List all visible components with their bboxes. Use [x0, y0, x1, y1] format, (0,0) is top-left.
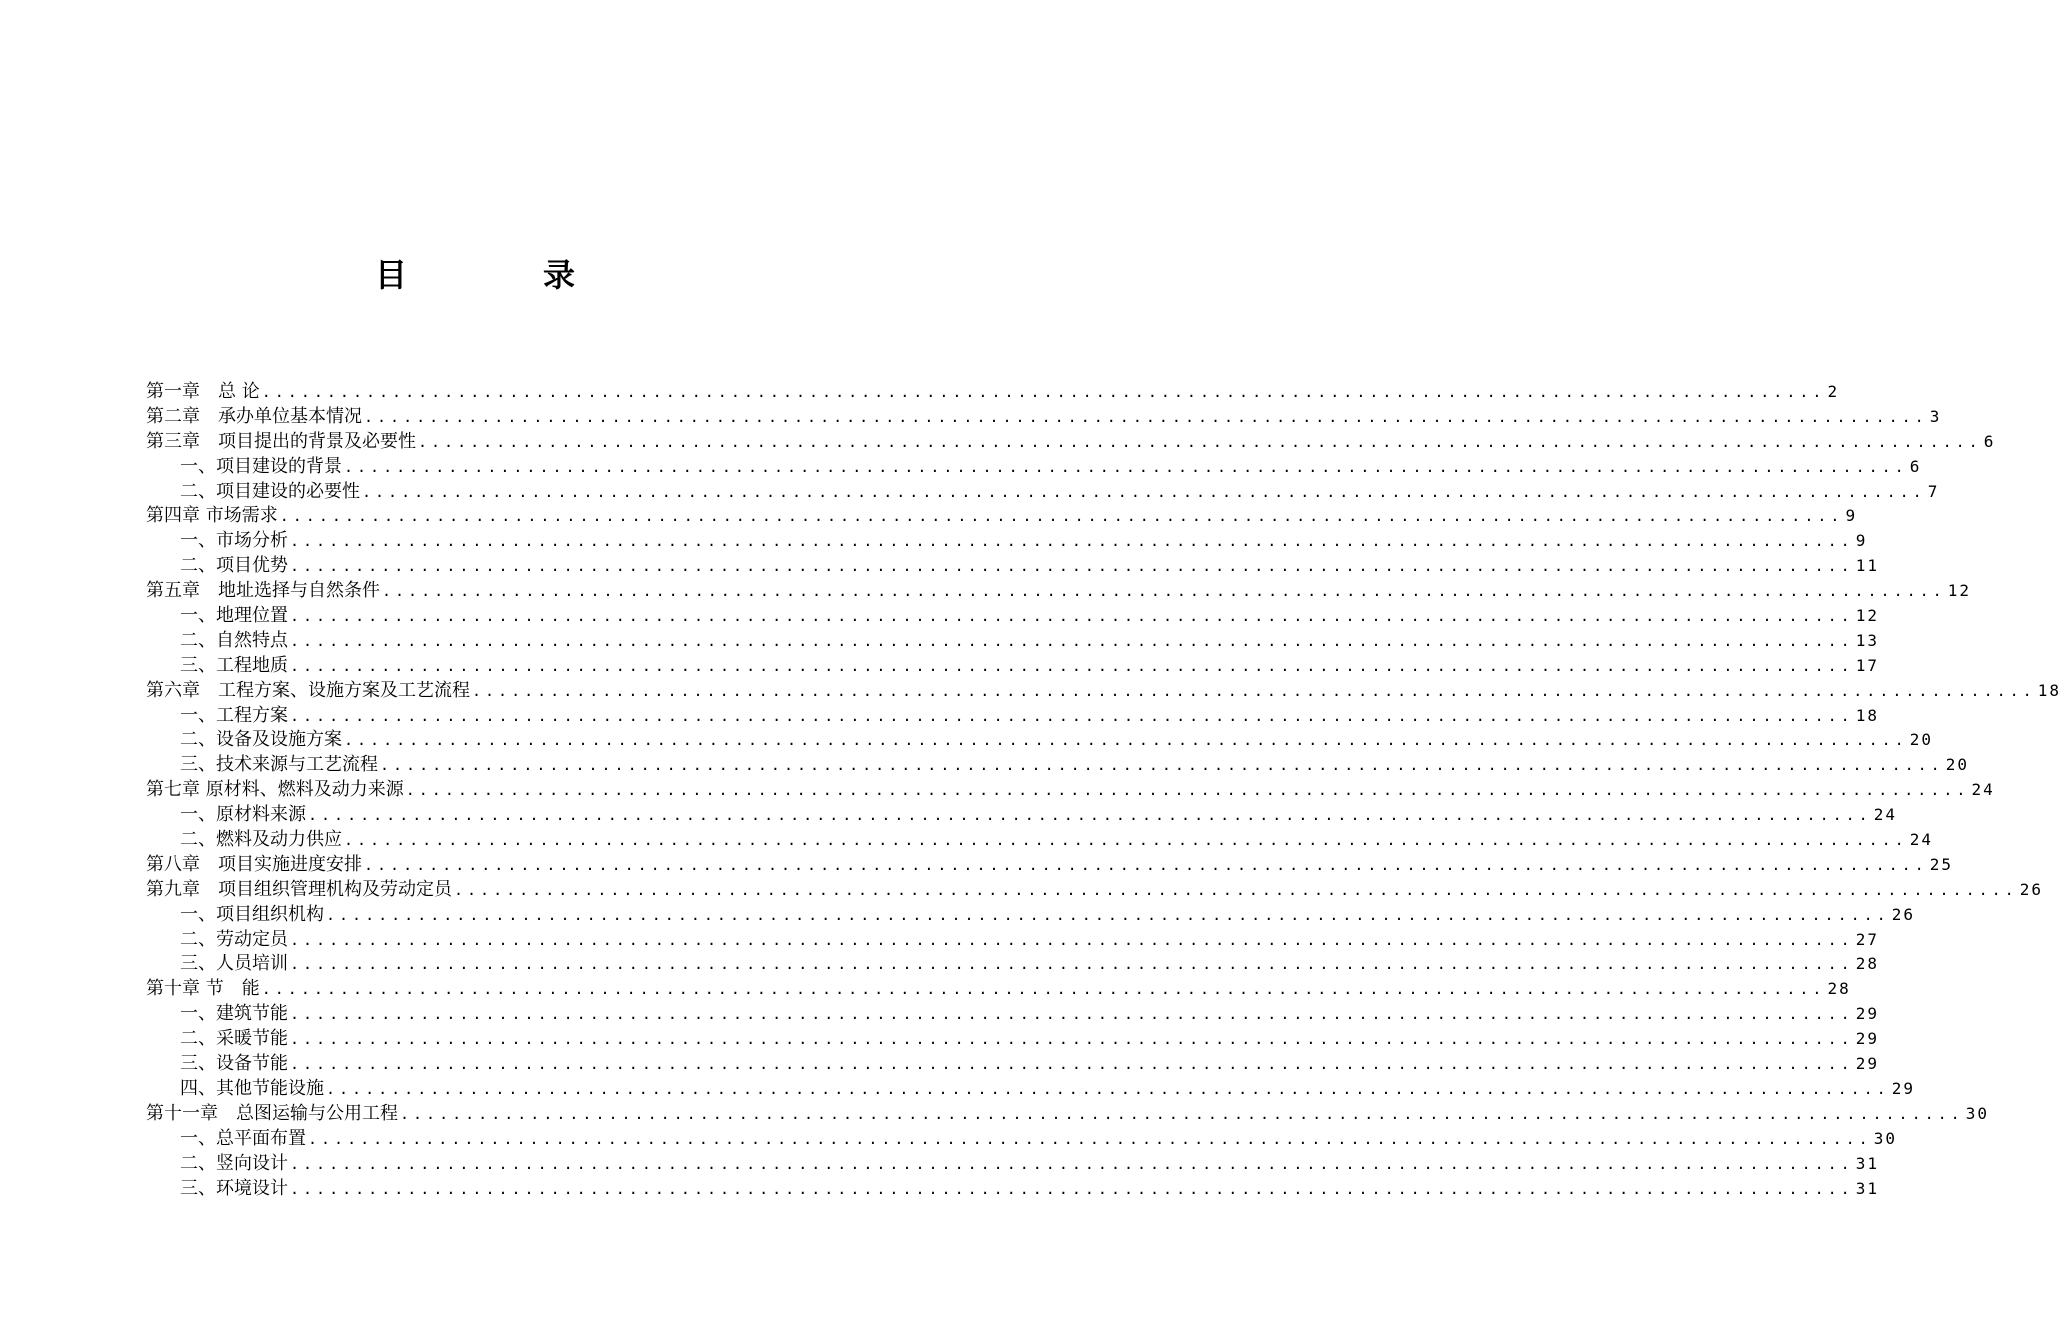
toc-chapter-entry[interactable] [146, 878, 2043, 903]
toc-entry-title: 一、工程方案 [180, 704, 288, 726]
toc-page-number: 31 [1855, 1178, 1879, 1198]
toc-entry-title: 一、市场分析 [180, 530, 288, 552]
toc-entry-title: 第十章 节 能 [146, 978, 260, 1000]
toc-page-number: 29 [1891, 1078, 1915, 1098]
toc-entry-title: 第七章 原材料、燃料及动力来源 [146, 779, 404, 801]
dot-leader: ........................................................................................................................ [290, 706, 1854, 725]
toc-chapter-entry[interactable] [146, 853, 1953, 878]
toc-section-entry[interactable] [146, 803, 1897, 828]
toc-section-entry[interactable] [146, 1027, 1879, 1052]
toc-section-entry[interactable] [146, 604, 1879, 629]
toc-page-number: 27 [1855, 929, 1879, 949]
toc-page-number: 9 [1845, 506, 1858, 526]
toc-page-number: 11 [1855, 556, 1879, 576]
toc-section-entry[interactable] [146, 1052, 1879, 1077]
toc-page-number: 26 [1891, 904, 1915, 924]
toc-chapter-entry[interactable] [146, 679, 2061, 704]
toc-section-entry[interactable] [146, 1077, 1915, 1102]
dot-leader: ........................................................................................................................ [279, 507, 1844, 526]
toc-section-entry[interactable] [146, 554, 1879, 579]
toc-entry-title: 第八章 项目实施进度安排 [146, 853, 362, 875]
toc-entry-title: 一、原材料来源 [180, 804, 306, 826]
toc-page-number: 25 [1929, 854, 1953, 874]
toc-page-number: 3 [1929, 406, 1942, 426]
dot-leader: ........................................................................................................................ [400, 1104, 1964, 1123]
dot-leader: ........................................................................................................................ [290, 1179, 1854, 1198]
dot-leader: ........................................................................................................................ [290, 607, 1854, 626]
toc-entry-title: 一、项目建设的背景 [180, 455, 342, 477]
dot-leader: ........................................................................................................................ [290, 1005, 1854, 1024]
toc-page-number: 6 [1909, 456, 1922, 476]
toc-entry-title: 第一章 总 论 [146, 381, 260, 402]
toc-section-entry[interactable] [146, 529, 1868, 554]
toc-entry-title: 二、燃料及动力供应 [180, 829, 342, 851]
toc-section-entry[interactable] [146, 1127, 1897, 1152]
dot-leader: ........................................................................................................................ [290, 1030, 1854, 1049]
toc-page-number: 17 [1855, 655, 1879, 675]
toc-chapter-entry[interactable] [146, 579, 1971, 604]
toc-section-entry[interactable] [146, 654, 1879, 679]
toc-section-entry[interactable] [146, 629, 1879, 654]
toc-entry-title: 三、环境设计 [180, 1177, 288, 1199]
toc-page-number: 24 [1909, 830, 1933, 850]
toc-entry-title: 一、地理位置 [180, 605, 288, 627]
toc-entry-title: 第二章 承办单位基本情况 [146, 405, 362, 427]
toc-entry-title: 第六章 工程方案、设施方案及工艺流程 [146, 679, 470, 701]
toc-section-entry[interactable] [146, 1152, 1879, 1177]
toc-section-entry[interactable] [146, 753, 1969, 778]
dot-leader: ........................................................................................................................ [344, 457, 1908, 476]
toc-page-number: 20 [1909, 730, 1933, 750]
toc-page-number: 24 [1971, 780, 1995, 800]
dot-leader: ........................................................................................................................ [418, 432, 1982, 451]
toc-page-number: 29 [1855, 1029, 1879, 1049]
toc-page-number: 20 [1945, 755, 1969, 775]
toc-entry-title: 第四章 市场需求 [146, 505, 278, 527]
toc-chapter-entry[interactable] [146, 380, 1840, 405]
dot-leader: ........................................................................................................................ [308, 806, 1872, 825]
toc-entry-title: 三、技术来源与工艺流程 [180, 754, 378, 776]
toc-chapter-entry[interactable] [146, 405, 1942, 430]
toc-page-number: 28 [1855, 954, 1879, 974]
dot-leader: ........................................................................................................................ [326, 905, 1890, 924]
toc-page-number: 12 [1947, 581, 1971, 601]
toc-section-entry[interactable] [146, 952, 1879, 977]
dot-leader: ........................................................................................................................ [472, 681, 2036, 700]
toc-chapter-entry[interactable] [146, 977, 1851, 1002]
toc-entry-title: 三、人员培训 [180, 953, 288, 975]
toc-page-number: 24 [1873, 805, 1897, 825]
dot-leader: ........................................................................................................................ [326, 1079, 1890, 1098]
toc-chapter-entry[interactable] [146, 778, 1995, 803]
dot-leader: ........................................................................................................................ [308, 1129, 1872, 1148]
dot-leader: ........................................................................................................................ [290, 1154, 1854, 1173]
toc-section-entry[interactable] [146, 1177, 1879, 1202]
toc-entry-title: 第十一章 总图运输与公用工程 [146, 1102, 398, 1124]
toc-entry-title: 一、建筑节能 [180, 1003, 288, 1025]
dot-leader: ........................................................................................................................ [362, 482, 1926, 501]
toc-entry-title: 一、总平面布置 [180, 1127, 306, 1149]
toc-chapter-entry[interactable] [146, 1102, 1989, 1127]
dot-leader: ........................................................................................................................ [364, 407, 1928, 426]
page-title: 目 录 [374, 256, 627, 294]
toc-page-number: 18 [2037, 680, 2061, 700]
dot-leader: ........................................................................................................................ [290, 631, 1854, 650]
dot-leader: ........................................................................................................................ [290, 930, 1854, 949]
toc-page-number: 12 [1855, 606, 1879, 626]
dot-leader: ........................................................................................................................ [290, 656, 1854, 675]
dot-leader: ........................................................................................................................ [290, 557, 1854, 576]
toc-chapter-entry[interactable] [146, 430, 1996, 455]
dot-leader: ........................................................................................................................ [290, 1055, 1854, 1074]
toc-entry-title: 二、自然特点 [180, 629, 288, 651]
toc-page-number: 18 [1855, 705, 1879, 725]
toc-page-number: 28 [1827, 979, 1851, 999]
toc-entry-title: 二、劳动定员 [180, 928, 288, 950]
toc-page-number: 9 [1855, 531, 1868, 551]
dot-leader: ........................................................................................................................ [261, 980, 1826, 999]
toc-entry-title: 三、设备节能 [180, 1053, 288, 1075]
dot-leader: ........................................................................................................................ [344, 831, 1908, 850]
toc-chapter-entry[interactable] [146, 504, 1858, 529]
toc-entry-title: 四、其他节能设施 [180, 1077, 324, 1099]
dot-leader: ........................................................................................................................ [344, 731, 1908, 750]
toc-entry-title: 第三章 项目提出的背景及必要性 [146, 430, 416, 452]
toc-entry-title: 二、竖向设计 [180, 1152, 288, 1174]
toc-entry-title: 二、设备及设施方案 [180, 729, 342, 751]
toc-page-number: 7 [1927, 481, 1940, 501]
toc-section-entry[interactable] [146, 728, 1933, 753]
dot-leader: ........................................................................................................................ [405, 781, 1970, 800]
toc-section-entry[interactable] [146, 480, 1940, 505]
toc-page-number: 29 [1855, 1054, 1879, 1074]
dot-leader: ........................................................................................................................ [380, 756, 1944, 775]
dot-leader: ........................................................................................................................ [261, 383, 1826, 401]
dot-leader: ........................................................................................................................ [290, 955, 1854, 974]
toc-page-number: 6 [1983, 431, 1996, 451]
toc-entry-title: 二、采暖节能 [180, 1028, 288, 1050]
toc-section-entry[interactable] [146, 928, 1879, 953]
table-of-contents [146, 380, 2061, 1201]
toc-section-entry[interactable] [146, 903, 1915, 928]
toc-section-entry[interactable] [146, 828, 1933, 853]
toc-entry-title: 二、项目优势 [180, 555, 288, 577]
dot-leader: ........................................................................................................................ [454, 880, 2018, 899]
toc-section-entry[interactable] [146, 1002, 1879, 1027]
toc-page-number: 30 [1965, 1103, 1989, 1123]
dot-leader: ........................................................................................................................ [364, 855, 1928, 874]
toc-entry-title: 一、项目组织机构 [180, 903, 324, 925]
toc-page-number: 2 [1827, 382, 1840, 401]
toc-entry-title: 第五章 地址选择与自然条件 [146, 580, 380, 602]
toc-page-number: 31 [1855, 1153, 1879, 1173]
toc-entry-title: 第九章 项目组织管理机构及劳动定员 [146, 878, 452, 900]
toc-page-number: 13 [1855, 630, 1879, 650]
toc-section-entry[interactable] [146, 455, 1922, 480]
dot-leader: ........................................................................................................................ [382, 582, 1946, 601]
toc-entry-title: 二、项目建设的必要性 [180, 480, 360, 502]
toc-page-number: 30 [1873, 1128, 1897, 1148]
toc-section-entry[interactable] [146, 704, 1879, 729]
toc-page-number: 26 [2019, 879, 2043, 899]
toc-entry-title: 三、工程地质 [180, 654, 288, 676]
toc-page-number: 29 [1855, 1004, 1879, 1024]
dot-leader: ........................................................................................................................ [290, 532, 1854, 551]
